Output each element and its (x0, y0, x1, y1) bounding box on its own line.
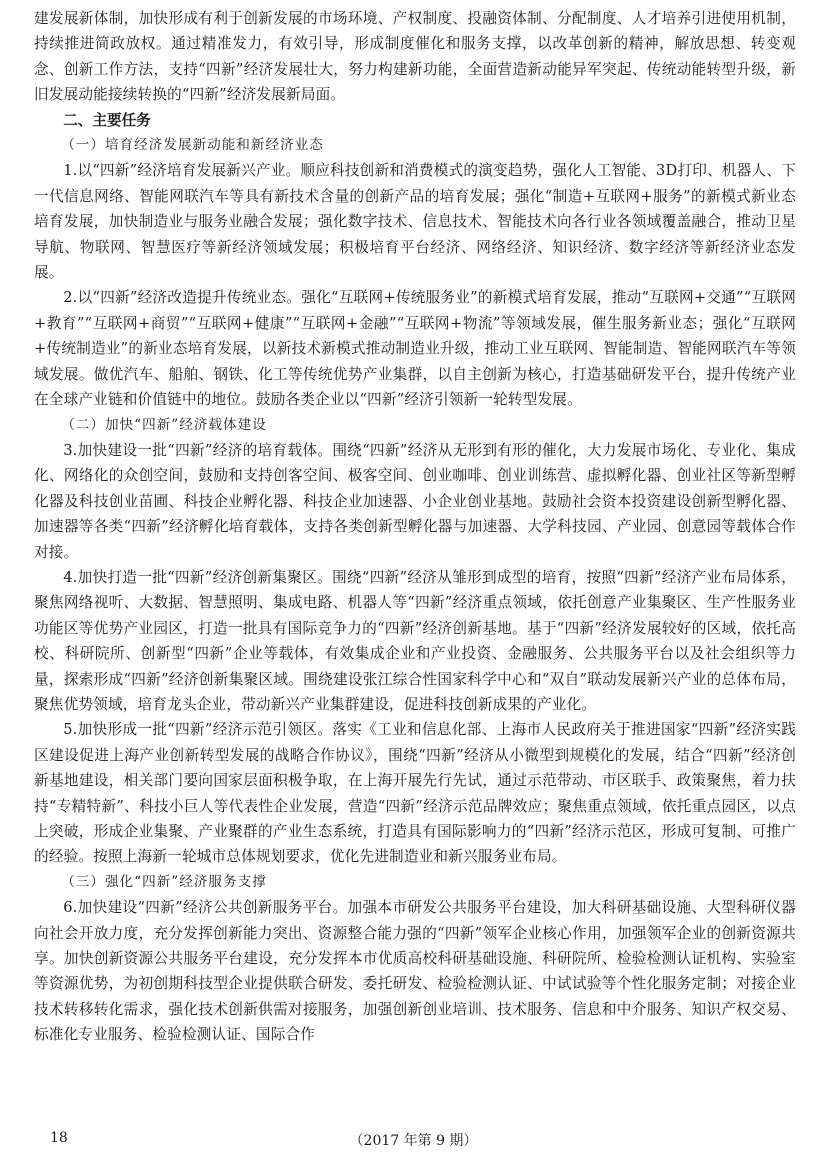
subsection-heading-3: （三）强化“四新”经济服务支撑 (61, 873, 267, 890)
paragraph-4: 4.加快打造一批“四新”经济创新集聚区。围绕“四新”经济从雏形到成型的培育，按照“四新”经济产业布局体系，聚焦网络视听、大数据、智慧照明、集成电路、机器人等“四新”经济重点领域，依托创意产业集聚区、生产性服务业功能区等优势产业园区，打造一批具有国际竞争力的“四新”经济创新基地。基于“四新”经济发展较好的区域，依托高校、科研院所、创新型“四新”企业等载体，有效集成企业和产业投资、金融服务、公共服务平台以及社会组织等力量，探索形成“四新”经济创新集聚区域。围绕建设张江综合性国家科学中心和“双自”联动发展新兴产业的总体布局，聚焦优势领域，培育龙头企业，带动新兴产业集群建设，促进科技创新成果的产业化。 (34, 568, 796, 713)
document-body (34, 6, 796, 1048)
paragraph-5: 5.加快形成一批“四新”经济示范引领区。落实《工业和信息化部、上海市人民政府关于推进国家“四新”经济实践区建设促进上海产业创新转型发展的战略合作协议》，围绕“四新”经济从小微型到规模化的发展，结合“四新”经济创新基地建设，相关部门要向国家层面积极争取，在上海开展先行先试，通过示范带动、市区联手、政策聚焦，着力扶持“专精特新”、科技小巨人等代表性企业发展，营造“四新”经济示范品牌效应；聚焦重点领域，依托重点园区，以点上突破，形成企业集聚、产业聚群的产业生态系统，打造具有国际影响力的“四新”经济示范区，形成可复制、可推广的经验。按照上海新一轮城市总体规划要求，优化先进制造业和新兴服务业布局。 (34, 721, 796, 866)
subsection-heading-1: （一）培育经济发展新动能和新经济业态 (61, 137, 324, 154)
issue-label: （2017 年第 9 期） (349, 1133, 478, 1149)
intro-paragraph: 建发展新体制，加快形成有利于创新发展的市场环境、产权制度、投融资体制、分配制度、人才培养引进使用机制，持续推进简政放权。通过精准发力，有效引导，形成制度催化和服务支撑，以改革创新的精神，解放思想、转变观念、创新工作方法，支持“四新”经济发展壮大，努力构建新功能，全面营造新动能异军突起、传统动能转型升级，新旧发展动能接续转换的“四新”经济发展新局面。 (34, 10, 796, 104)
paragraph-1: 1.以“四新”经济培育发展新兴产业。顺应科技创新和消费模式的演变趋势，强化人工智能、3D打印、机器人、下一代信息网络、智能网联汽车等具有新技术含量的创新产品的培育发展；强化“制造+互联网+服务”的新模式新业态培育发展，加快制造业与服务业融合发展；强化数字技术、信息技术、智能技术向各行业各领域覆盖融合，推动卫星导航、物联网、智慧医疗等新经济领域发展；积极培育平台经济、网络经济、知识经济、数字经济等新经济业态发展。 (34, 162, 796, 282)
paragraph-2: 2.以“四新”经济改造提升传统业态。强化“互联网+传统服务业”的新模式培育发展，推动“互联网+交通”“互联网+教育”“互联网+商贸”“互联网+健康”“互联网+金融”“互联网+物流”等领域发展，催生服务新业态；强化“互联网+传统制造业”的新业态培育发展，以新技术新模式推动制造业升级，推动工业互联网、智能制造、智能网联汽车等领域发展。做优汽车、船舶、钢铁、化工等传统优势产业集群，以自主创新为核心，打造基础研发平台，提升传统产业在全球产业链和价值链中的地位。鼓励各类企业以“四新”经济引领新一轮转型发展。 (34, 289, 796, 409)
page-number: 18 (50, 1130, 68, 1146)
paragraph-3: 3.加快建设一批“四新”经济的培育载体。围绕“四新”经济从无形到有形的催化，大力发展市场化、专业化、集成化、网络化的众创空间，鼓励和支持创客空间、极客空间、创业咖啡、创业训练营、虚拟孵化器、创业社区等新型孵化器及科技创业苗圃、科技企业孵化器、科技企业加速器、小企业创业基地。鼓励社会资本投资建设创新型孵化器、加速器等各类“四新”经济孵化培育载体，支持各类创新型孵化器与加速器、大学科技园、产业园、创意园等载体合作对接。 (34, 441, 796, 561)
paragraph-6: 6.加快建设“四新”经济公共创新服务平台。加强本市研发公共服务平台建设，加大科研基础设施、大型科研仪器向社会开放力度，充分发挥创新能力突出、资源整合能力强的“四新”领军企业核心作用，加强领军企业的创新资源共享。加快创新资源公共服务平台建设，充分发挥本市优质高校科研基础设施、科研院所、检验检测认证机构、实验室等资源优势，为初创期科技型企业提供联合研发、委托研发、检验检测认证、中试试验等个性化服务定制；对接企业技术转移转化需求，强化技术创新供需对接服务，加强创新创业培训、技术服务、信息和中介服务、知识产权交易、标准化专业服务、检验检测认证、国际合作 (34, 899, 796, 1044)
subsection-heading-2: （二）加快“四新”经济载体建设 (61, 416, 267, 433)
section-heading-main-tasks: 二、主要任务 (63, 111, 151, 129)
